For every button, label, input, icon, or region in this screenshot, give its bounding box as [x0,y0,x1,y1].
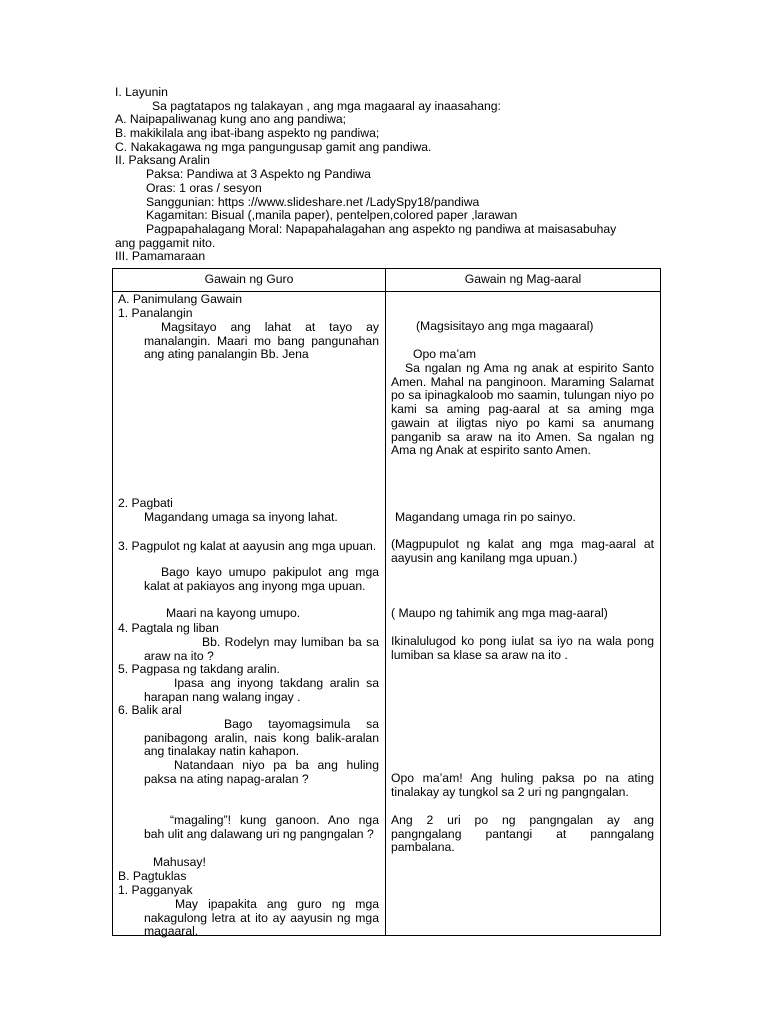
magaling-text: “magaling”! kung ganoon. Ano nga bah ulit ang dalawang uri ng pangngalan ? [144,813,379,841]
balik-aral-heading: 6. Balik aral [118,703,182,717]
tumayo-response: (Magsisitayo ang mga magaaral) [416,319,594,333]
pamamaraan-heading: III. Pamamaraan [115,249,206,264]
mahusay-text: Mahusay! [153,855,206,869]
opo-response: Opo ma’am [413,347,476,361]
pagpulot-text: Bago kayo umupo pakipulot ang mga kalat at pakiayos ang inyong mga upuan. [144,565,379,593]
pagpulot-heading: 3. Pagpulot ng kalat at aayusin ang mga upuan. [118,539,377,553]
balik-aral-text: Bago tayomagsimula sa panibagong aralin, nais kong balik-aralan ang tinalakay natin kahapon. [144,717,379,759]
pagbati-heading: 2. Pagbati [118,496,173,510]
liban-text: Bb. Rodelyn may lumiban ba sa araw na ito ? [144,635,379,663]
natandaan-text: Natandaan niyo pa ba ang huling paksa na ating napag-aralan ? [144,758,379,786]
objective-item: C. Nakakagawa ng mga pangungusap gamit ang pandiwa. [115,139,432,154]
lesson-header [115,86,655,264]
umupo-text: Maari na kayong umupo. [166,606,301,620]
panimulang-gawain-heading: A. Panimulang Gawain [118,292,242,306]
liban-heading: 4. Pagtala ng liban [118,621,219,635]
kagamitan-line: Kagamitan: Bisual (,manila paper), pentelpen,colored paper ,larawan [146,208,518,223]
paksa-response: Opo ma’am! Ang huling paksa po na ating tinalakay ay tungkol sa 2 uri ng pangngalan. [391,771,654,799]
panalangin-text: Magsitayo ang lahat at tayo ay manalangin. Maari mo bang pangunahan ang ating panalangin Bb. Jena [144,320,379,362]
sanggunian-line: Sanggunian: https ://www.slideshare.net /LadySpy18/pandiwa [146,194,480,209]
moral-line-continued: ang paggamit nito. [115,235,216,250]
table-header-row [113,269,661,292]
pagtuklas-heading: B. Pagtuklas [118,869,187,883]
table-row [113,292,661,936]
magaaral-cell [386,292,661,936]
takdang-aralin-heading: 5. Pagpasa ng takdang aralin. [118,662,280,676]
uri-response: Ang 2 uri po ng pangngalan ay ang pangngalang pantangi at panngalang pambalana. [391,813,654,855]
activity-table [112,268,661,939]
panalangin-response: Sa ngalan ng Ama ng anak at espirito Santo Amen. Mahal na panginoon. Maraming Salamat po sa ipinagkaloob mo saamin, tulungan niyo po kami sa aming pag-aaral at sa aming mga gawain at iligtas niyo po kami sa anumang panganib sa araw na ito Amen. Sa ngalan ng Ama ng Anak at espirito santo Amen. [391,361,654,458]
objective-item: A. Naipapaliwanag kung ano ang pandiwa; [115,112,347,127]
pagganyak-heading: 1. Pagganyak [118,883,193,897]
takdang-aralin-text: Ipasa ang inyong takdang aralin sa harapan nang walang ingay . [144,676,379,704]
liban-response: Ikinalulugod ko pong iulat sa iyo na wala pong lumiban sa klase sa araw na ito . [391,634,654,662]
panalangin-heading: 1. Panalangin [118,305,193,320]
pagganyak-text: May ipapakita ang guro ng mga nakagulong letra at ito ay aayusin ng mga magaaral. [144,897,379,939]
objective-item: B. makikilala ang ibat-ibang aspekto ng pandiwa; [115,126,380,141]
column-header-guro: Gawain ng Guro [113,269,386,292]
layunin-intro: Sa pagtatapos ng talakayan , ang mga magaaral ay inaasahang: [152,98,501,113]
moral-line: Pagpapahalagang Moral: Napapahalagahan ang aspekto ng pandiwa at maisasabuhay [146,221,617,236]
layunin-heading: I. Layunin [115,85,168,99]
oras-line: Oras: 1 oras / sesyon [146,180,262,195]
upo-response: ( Maupo ng tahimik ang mga mag-aaral) [391,606,608,620]
paksa-line: Paksa: Pandiwa at 3 Aspekto ng Pandiwa [146,167,371,182]
pulot-response: (Magpupulot ng kalat ang mga mag-aaral at aayusin ang kanilang mga upuan.) [391,537,654,565]
bati-response: Magandang umaga rin po sainyo. [395,510,576,524]
column-header-magaaral: Gawain ng Mag-aaral [386,269,661,292]
guro-cell [113,292,386,939]
paksang-aralin-heading: II. Paksang Aralin [115,153,210,168]
pagbati-text: Magandang umaga sa inyong lahat. [144,510,338,524]
